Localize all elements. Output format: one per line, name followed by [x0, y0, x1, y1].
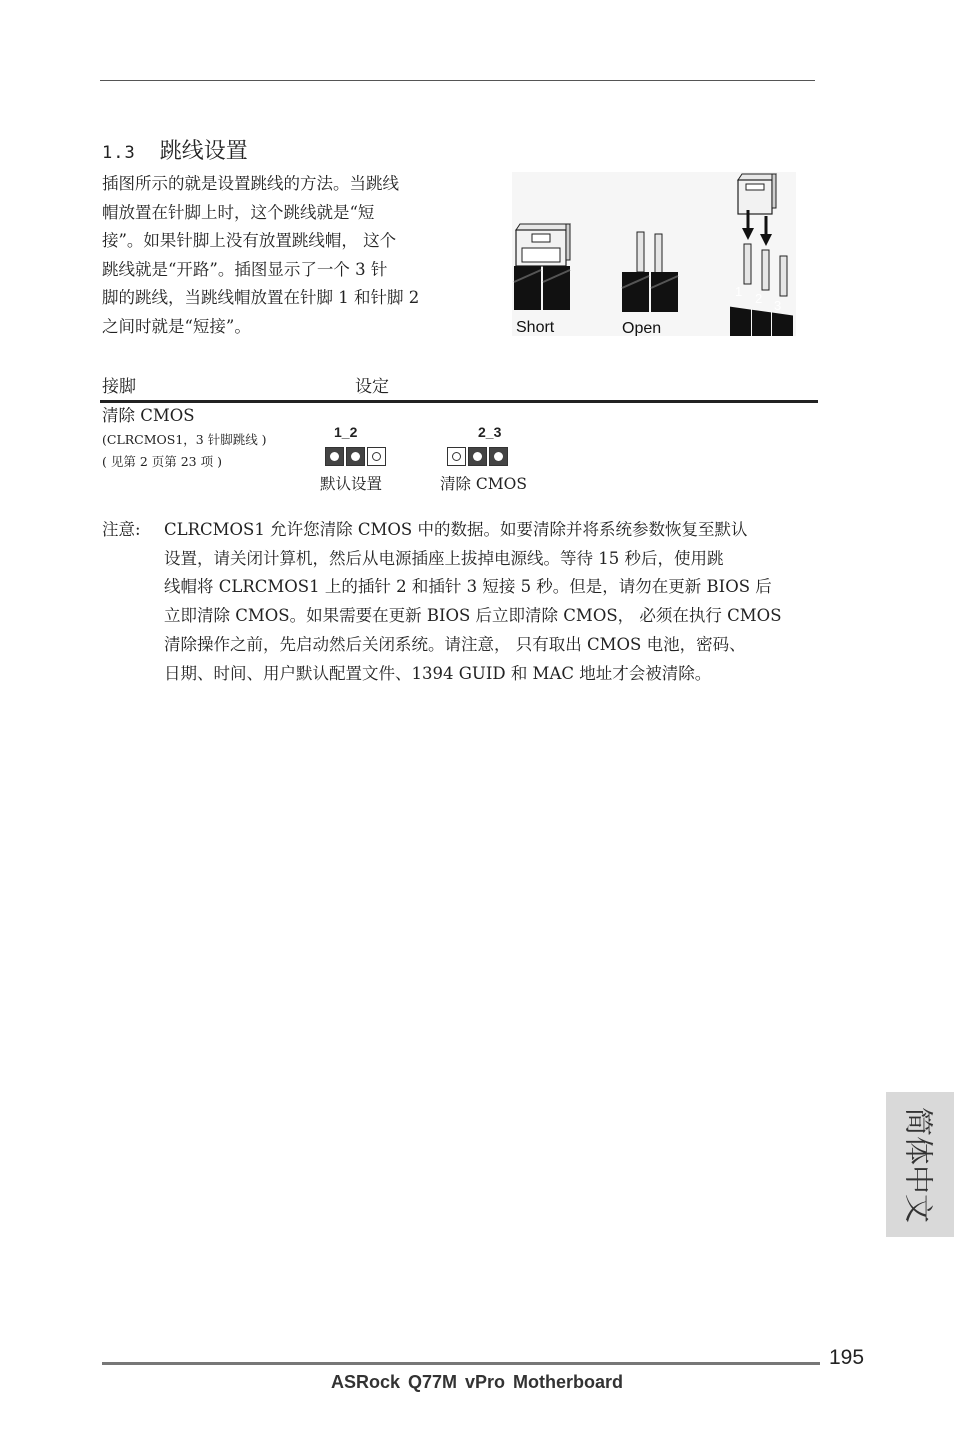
note-line: 立即清除 CMOS。如果需要在更新 BIOS 后立即清除 CMOS， 必须在执行 CMOS	[164, 606, 782, 626]
page-number: 195	[829, 1346, 865, 1369]
clear-cmos-label: 清除 CMOS	[102, 406, 195, 425]
pin-shorted	[468, 447, 487, 466]
language-tab	[886, 1092, 954, 1237]
pin-shorted	[346, 447, 365, 466]
pin-number-2: 2	[755, 291, 763, 306]
note-line: 清除操作之前，先启动然后关闭系统。请注意， 只有取出 CMOS 电池，密码、	[164, 634, 746, 654]
intro-line: 接”。如果针脚上没有放置跳线帽， 这个	[102, 231, 397, 251]
open-label: Open	[622, 320, 662, 336]
top-rule	[100, 80, 815, 81]
language-tab-label: 简体中文	[901, 1106, 936, 1223]
section-heading	[102, 134, 248, 165]
clear-jumper-diagram	[447, 447, 510, 466]
intro-line: 之间时就是“短接”。	[102, 316, 251, 336]
clear-caption: 清除 CMOS	[440, 475, 527, 493]
note-line: 线帽将 CLRCMOS1 上的插针 2 和插针 3 短接 5 秒。但是，请勿在更新 BIOS 后	[164, 577, 772, 597]
section-number: 1.3	[102, 143, 136, 163]
table-header-pin: 接脚	[102, 377, 136, 397]
note-paragraph	[164, 516, 820, 688]
pin-number-1: 1	[735, 284, 743, 299]
jumper-illustration-svg	[512, 172, 796, 336]
intro-paragraph	[102, 170, 464, 342]
short-jumper	[514, 224, 570, 310]
pin-open	[447, 447, 466, 466]
default-caption: 默认设置	[320, 475, 383, 493]
clear-cmos-subtitle: (CLRCMOS1，3 针脚跳线 )	[102, 432, 267, 447]
pin-shorted	[325, 447, 344, 466]
three-pin-jumper	[730, 174, 793, 336]
jumper-illustration	[512, 172, 796, 336]
note-line: CLRCMOS1 允许您清除 CMOS 中的数据。如要清除并将系统参数恢复至默认	[164, 520, 748, 539]
pin-number-3: 3	[774, 298, 782, 313]
section-title: 跳线设置	[159, 139, 248, 164]
pin-shorted	[489, 447, 508, 466]
pin-open	[367, 447, 386, 466]
table-header-setting: 设定	[355, 377, 389, 397]
open-jumper	[622, 232, 678, 312]
intro-line: 插图所示的就是设置跳线的方法。当跳线	[102, 174, 399, 193]
note-line: 日期、时间、用户默认配置文件、1394 GUID 和 MAC 地址才会被清除。	[164, 663, 712, 683]
default-pins-label: 1_2	[334, 424, 358, 440]
clear-pins-label: 2_3	[478, 424, 502, 440]
default-jumper-diagram	[325, 447, 388, 466]
note-line: 设置，请关闭计算机，然后从电源插座上拔掉电源线。等待 15 秒后，使用跳	[164, 548, 724, 568]
table-rule	[100, 400, 818, 403]
intro-line: 帽放置在针脚上时，这个跳线就是“短	[102, 202, 375, 222]
intro-line: 跳线就是“开路”。插图显示了一个 3 针	[102, 259, 388, 279]
clear-cmos-reference: ( 见第 2 页第 23 项 )	[102, 454, 222, 469]
note-label: 注意:	[102, 520, 141, 539]
bottom-rule	[102, 1362, 820, 1365]
intro-line: 脚的跳线，当跳线帽放置在针脚 1 和针脚 2	[102, 288, 420, 308]
short-label: Short	[516, 319, 555, 336]
footer-title: ASRock Q77M vPro Motherboard	[330, 1372, 624, 1392]
